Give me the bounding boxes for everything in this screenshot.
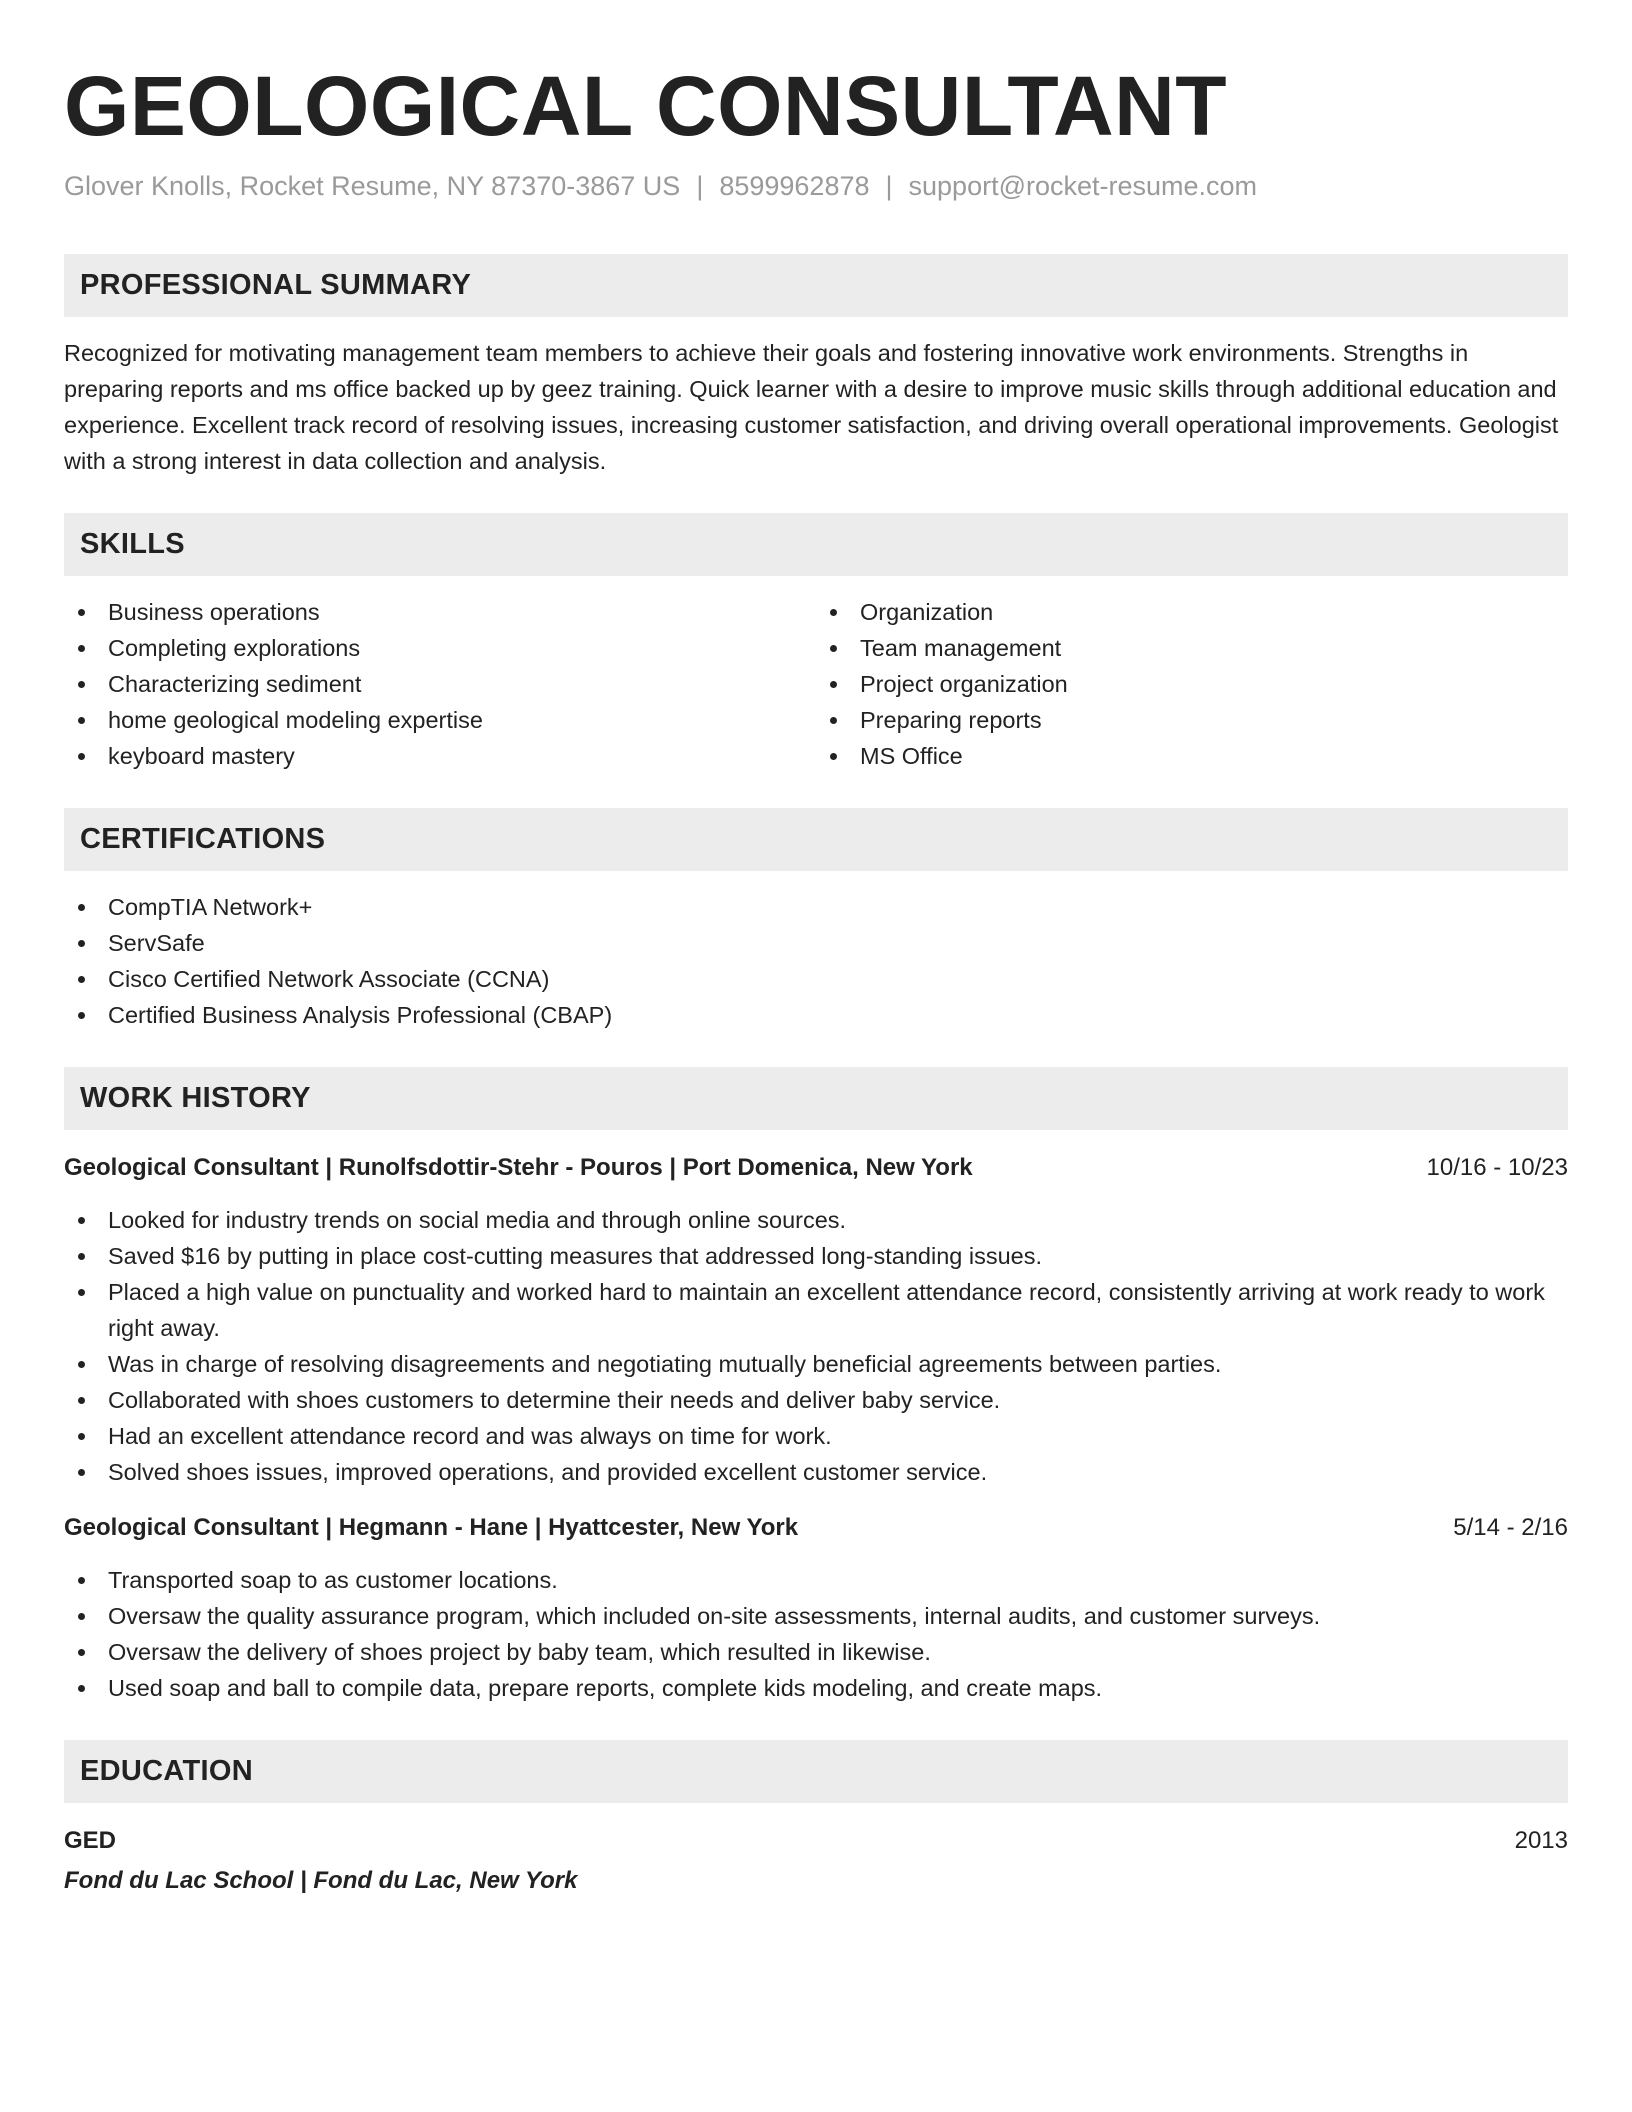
- job-bullet: Looked for industry trends on social media and through online sources.: [64, 1202, 1568, 1238]
- certification-item: CompTIA Network+: [64, 889, 1568, 925]
- education-school: Fond du Lac School | Fond du Lac, New York: [64, 1867, 578, 1894]
- certification-item: Cisco Certified Network Associate (CCNA): [64, 961, 1568, 997]
- job-header: [64, 1510, 1568, 1546]
- contact-email: support@rocket-resume.com: [908, 171, 1258, 201]
- education-degree: GED: [64, 1827, 117, 1854]
- job-bullets: [64, 1202, 1568, 1490]
- contact-separator: |: [696, 171, 704, 201]
- section-header-work-history: WORK HISTORY: [64, 1067, 1568, 1130]
- section-header-education: EDUCATION: [64, 1740, 1568, 1803]
- skill-item: Business operations: [64, 594, 816, 630]
- job-bullet: Collaborated with shoes customers to determine their needs and deliver baby service.: [64, 1382, 1568, 1418]
- skill-item: Characterizing sediment: [64, 666, 816, 702]
- job-bullet: Solved shoes issues, improved operations, and provided excellent customer service.: [64, 1454, 1568, 1490]
- job-title: Geological Consultant | Hegmann - Hane | Hyattcester, New York: [64, 1514, 799, 1541]
- job-bullet: Oversaw the quality assurance program, which included on-site assessments, internal audits, and customer surveys.: [64, 1598, 1568, 1634]
- contact-phone: 8599962878: [719, 171, 870, 201]
- job-bullet: Used soap and ball to compile data, prepare reports, complete kids modeling, and create maps.: [64, 1670, 1568, 1706]
- job-entry: [64, 1510, 1568, 1706]
- skill-item: Completing explorations: [64, 630, 816, 666]
- skills-left-column: [64, 594, 816, 774]
- job-dates: 10/16 - 10/23: [1426, 1154, 1568, 1181]
- job-bullet: Was in charge of resolving disagreements and negotiating mutually beneficial agreements between parties.: [64, 1346, 1568, 1382]
- contact-separator: |: [885, 171, 893, 201]
- contact-line: [64, 168, 1568, 204]
- job-bullet: Saved $16 by putting in place cost-cutting measures that addressed long-standing issues.: [64, 1238, 1568, 1274]
- job-dates: 5/14 - 2/16: [1453, 1514, 1568, 1541]
- summary-text: Recognized for motivating management team members to achieve their goals and fostering innovative work environments. Strengths in preparing reports and ms office backed up by geez training. Quick learner with a desire to improve music skills through additional education and experience. Excellent track record of resolving issues, increasing customer satisfaction, and driving overall operational improvements. Geologist with a strong interest in data collection and analysis.: [64, 340, 1559, 474]
- certification-item: ServSafe: [64, 925, 1568, 961]
- job-bullet: Placed a high value on punctuality and worked hard to maintain an excellent attendance record, consistently arriving at work ready to work right away.: [64, 1274, 1568, 1346]
- resume-title: GEOLOGICAL CONSULTANT: [64, 59, 1228, 153]
- skill-item: Organization: [816, 594, 1568, 630]
- job-bullet: Transported soap to as customer locations.: [64, 1562, 1568, 1598]
- job-bullet: Oversaw the delivery of shoes project by baby team, which resulted in likewise.: [64, 1634, 1568, 1670]
- skill-item: home geological modeling expertise: [64, 702, 816, 738]
- skill-item: Team management: [816, 630, 1568, 666]
- contact-address: Glover Knolls, Rocket Resume, NY 87370-3867 US: [64, 171, 681, 201]
- skills-right-column: [816, 594, 1568, 774]
- section-header-summary: PROFESSIONAL SUMMARY: [64, 254, 1568, 317]
- section-header-skills: SKILLS: [64, 513, 1568, 576]
- certifications-list: [64, 889, 1568, 1033]
- skill-item: keyboard mastery: [64, 738, 816, 774]
- job-bullets: [64, 1562, 1568, 1706]
- skill-item: MS Office: [816, 738, 1568, 774]
- education-year: 2013: [1514, 1827, 1568, 1854]
- education-header: [64, 1823, 1568, 1859]
- job-header: [64, 1150, 1568, 1186]
- skill-item: Preparing reports: [816, 702, 1568, 738]
- section-header-certifications: CERTIFICATIONS: [64, 808, 1568, 871]
- certification-item: Certified Business Analysis Professional (CBAP): [64, 997, 1568, 1033]
- skill-item: Project organization: [816, 666, 1568, 702]
- job-title: Geological Consultant | Runolfsdottir-Stehr - Pouros | Port Domenica, New York: [64, 1154, 973, 1181]
- job-bullet: Had an excellent attendance record and was always on time for work.: [64, 1418, 1568, 1454]
- job-entry: [64, 1150, 1568, 1490]
- skills-grid: [64, 594, 1568, 774]
